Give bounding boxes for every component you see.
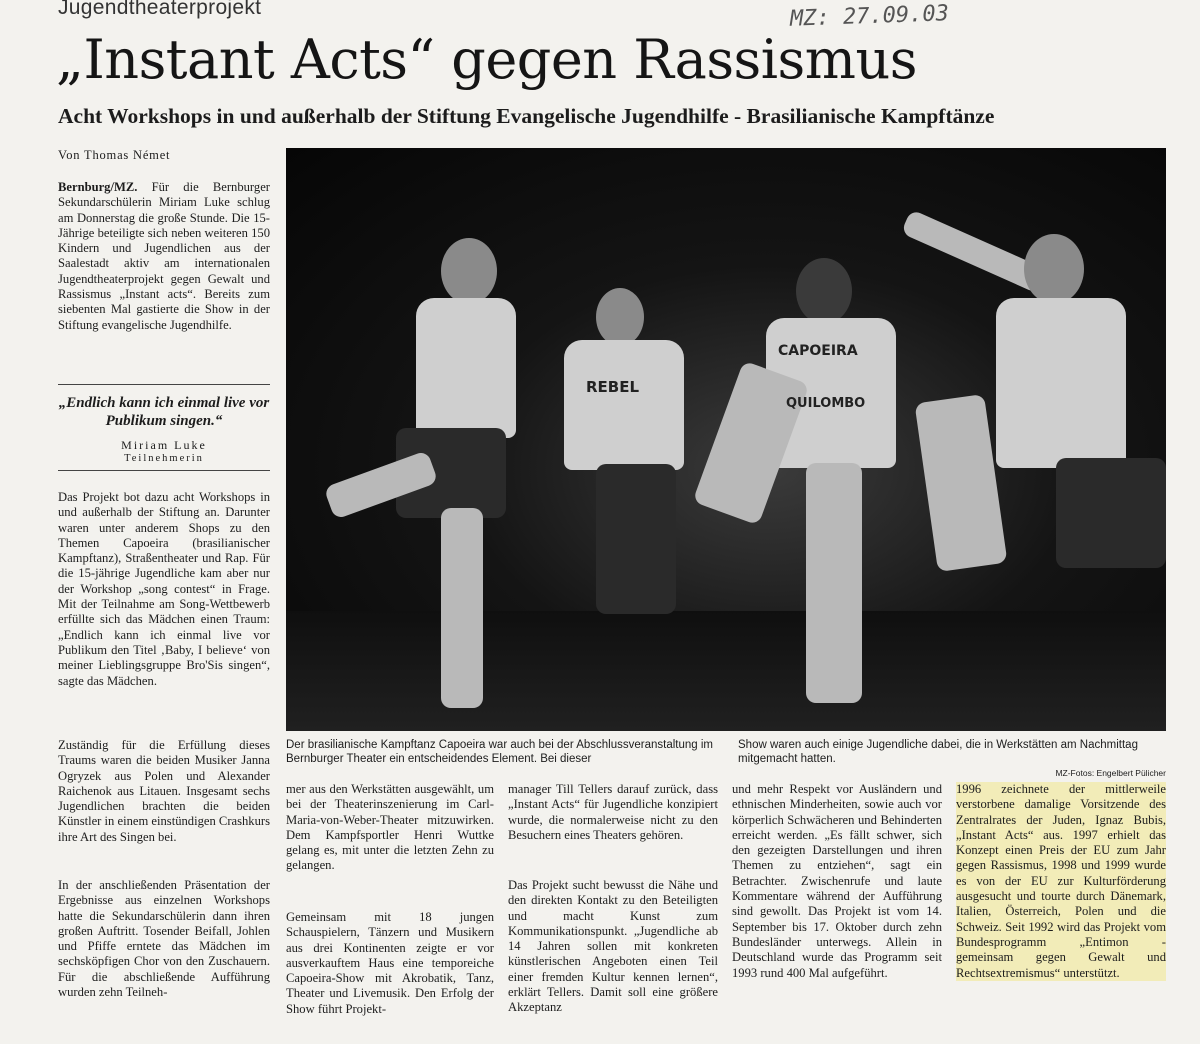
kicker: Jugendtheaterprojekt <box>58 0 262 19</box>
column-3-paragraph-2: Das Projekt sucht bewusst die Nähe und den direkten Kontakt zu den Beteiligten und macht Kunst zum Kommunikationspunkt. „Jugendliche ab 14 Jahren sollen mit konkreten künstlerischen Angeboten einen Teil einer fremden Kultur kennen lernen“, erklärt Tellers. Damit soll eine größere Akzeptanz <box>508 878 718 1015</box>
pull-quote-role: Teilnehmerin <box>124 453 204 464</box>
column-2-paragraph-2: Gemeinsam mit 18 jungen Schauspielern, Tänzern und Musikern aus drei Kontinenten zeigte er vor ausverkauftem Haus eine temporeiche Capoeira-Show mit Akrobatik, Tanz, Theater und Livemusik. Den Erfolg der Show führt Projekt- <box>286 910 494 1016</box>
pull-quote-author: Miriam Luke <box>121 438 207 452</box>
column-3-paragraph-1: manager Till Tellers darauf zurück, dass „Instant Acts“ für Jugendliche konzipiert wurde, die normalerweise nicht zu den Besuchern eines Theaters gehören. <box>508 782 718 842</box>
stage-photo <box>286 148 1166 731</box>
column-4-paragraph-1: und mehr Respekt vor Ausländern und ethnischen Minderheiten, sowie auch vor körperlich Schwächeren und Behinderten erreicht werden. „Es fällt schwer, sich den gezeigten Darstellungen und ihren Themen zu entziehen“, sagt ein Betrachter. Zwischenrufe und laute Kommentare während der Aufführung sind gewollt. Das Projekt ist vom 14. September bis 17. Oktober durch zehn Bundesländer unterwegs. Allein in Deutschland wurde das Programm seit 1993 rund 400 Mal aufgeführt. <box>732 782 942 980</box>
pull-quote-text: „Endlich kann ich einmal live vor Publikum singen.“ <box>58 395 270 429</box>
shirt-label-quilombo: QUILOMBO <box>786 396 866 411</box>
column-2-paragraph-1: mer aus den Werkstätten ausgewählt, um bei der Theaterinszenierung im Carl-Maria-von-Weber-Theater mitzuwirken. Dem Kampfsportler Henri Wuttke gelang es, mit unter die letzten Zehn zu gelangen. <box>286 782 494 873</box>
dancer-left <box>326 238 516 718</box>
shirt-label-capoeira: CAPOEIRA <box>778 343 858 359</box>
photo-caption-right: Show waren auch einige Jugendliche dabei, die in Werkstätten am Nachmittag mitgemacht hatten. <box>738 739 1138 765</box>
column-1-paragraph-2: Das Projekt bot dazu acht Workshops in und außerhalb der Stiftung an. Darunter waren unter anderem Shops zu den Themen Capoeira (brasilianischer Kampftanz), Straßentheater und Rap. Für die 15-jährige Jugendliche kam aber nur der Workshop „song contest“ in Frage. Mit der Teilnahme am Song-Wettbewerb erfüllte sich das Mädchen einen Traum: „Endlich kann ich einmal live vor Publikum den Titel ‚Baby, I believe‘ von meiner Lieblingsgruppe Bro'Sis singen“, sagte das Mädchen. <box>58 490 270 688</box>
handwritten-date-note: MZ: 27.09.03 <box>789 1 950 32</box>
dancer-right <box>906 208 1166 678</box>
dateline: Bernburg/MZ. <box>58 180 138 194</box>
pull-quote <box>58 394 270 464</box>
lead-paragraph <box>58 180 270 333</box>
quote-top-rule <box>58 384 270 385</box>
photo-credit: MZ-Fotos: Engelbert Pülicher <box>1055 768 1166 778</box>
shirt-label-rebel: REBEL <box>586 378 640 396</box>
byline: Von Thomas Német <box>58 148 171 162</box>
column-5-paragraph-1: 1996 zeichnete der mittlerweile verstorbene damalige Vorsitzende des Zentralrates der Juden, Ignaz Bubis, „Instant Acts“ aus. 1997 erhielt das Konzept einen Preis der EU zum Jahr gegen Rassismus, 1998 und 1999 wurde es von der EU zur Kulturförderung ausgesucht und tourte durch Dänemark, Italien, Österreich, Polen und die Schweiz. Seit 1992 wird das Projekt vom Bundesprogramm „Entimon - gemeinsam gegen Gewalt und Rechtsextremismus“ unterstützt. <box>956 782 1166 980</box>
column-1-paragraph-4: In der anschließenden Präsentation der Ergebnisse aus einzelnen Workshops hatte die Sekundarschülerin dann ihren großen Auftritt. Tosender Beifall, Johlen und Pfiffe erntete das Mädchen im sechsköpfigen Chor von den Zuschauern. Für die abschließende Aufführung wurden zehn Teilneh- <box>58 878 270 1000</box>
lead-text: Für die Bernburger Sekundarschülerin Miriam Luke schlug am Donnerstag die große Stunde. Die 15-Jährige beteiligte sich neben weiteren 150 Kindern und Jugendlichen aus der Saalestadt aktiv am internationalen Jugendtheaterprojekt gegen Gewalt und Rassismus „Instant acts“. Bereits zum siebenten Mal gastierte die Show in der Stiftung evangelische Jugendhilfe. <box>58 180 270 332</box>
quote-bottom-rule <box>58 470 270 471</box>
headline: „Instant Acts“ gegen Rassismus <box>56 28 917 91</box>
column-1-paragraph-3: Zuständig für die Erfüllung dieses Traums waren die beiden Musiker Janna Ogryzek aus Polen und Alexander Raichenok aus Litauen. Insgesamt sechs Jugendlichen brachten die beiden Künstler in einem einstündigen Crashkurs ihre Art des Singen bei. <box>58 738 270 844</box>
photo-caption-left: Der brasilianische Kampftanz Capoeira war auch bei der Abschlussveranstaltung im Bernburger Theater ein entscheidendes Element. Bei dieser <box>286 739 713 765</box>
dancer-rebel <box>556 278 726 638</box>
subheadline: Acht Workshops in und außerhalb der Stiftung Evangelische Jugendhilfe - Brasilianische Kampftänze <box>58 104 995 128</box>
